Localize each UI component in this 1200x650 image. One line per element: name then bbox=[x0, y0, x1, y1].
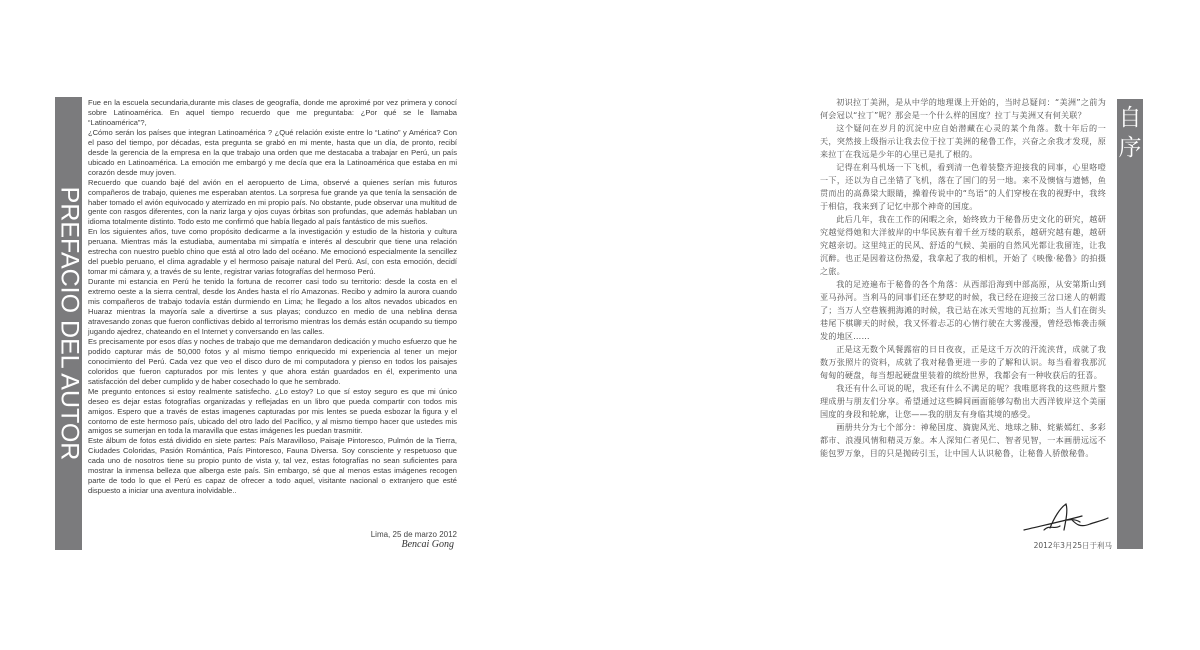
title-text: PREFACIO DEL AUTOR bbox=[55, 186, 83, 461]
paragraph: 我的足迹遍布于秘鲁的各个角落：从西部沿海到中部高原，从安第斯山到亚马孙河。当利马的同事们还在梦呓的时候，我已经在迎接三岔口迷人的朝霞了；当万人空巷簇拥海滩的时候，我已站在冰天雪地的瓦拉斯；当人们在街头巷尾下棋聊天的时候，我又怀着忐忑的心情行驶在大雾漫漫，曾经恐怖袭击频发的地区…… bbox=[820, 279, 1106, 341]
preface-body-zh bbox=[820, 96, 1106, 460]
paragraph: En los siguientes años, tuve como propósito dedicarme a la investigación y estudio de la historia y cultura peruana. Mientras más la estudiaba, aumentaba mi simpatía e interés al descubrir que tiene una relación estrecha con nuestro pueblo chino que está al otro lado del océano. Me emocionó especialmente la sencillez del pueblo peruano, el clima agradable y el hermoso paisaje natural del Perú. Así, con esta emoción, decidí tomar mi cámara y, a través de su lente, registrar varias fotografías del hermoso Perú. bbox=[88, 227, 457, 277]
paragraph: 这个疑问在岁月的沉淀中应自始潜藏在心灵的某个角落。数十年后的一天，突然接上级指示让我去位于拉丁美洲的秘鲁工作，兴奋之余我才发现，原来拉丁在我远是少年的心里已是扎了根的。 bbox=[820, 123, 1106, 159]
vertical-title-zh bbox=[1117, 103, 1143, 163]
date-line-zh: 2012年3月25日于利马 bbox=[1033, 541, 1112, 550]
paragraph: 此后几年，我在工作的闲暇之余，始终致力于秘鲁历史文化的研究，越研究越觉得她和大洋彼岸的中华民族有着千丝万缕的联系，越研究越有趣，越研究越亲切。这里纯正的民风、舒适的气候、美丽的自然风光都让我留连，让我沉醉。也正是因着这份热爱，我拿起了我的相机，开始了《映像·秘鲁》的拍摄之旅。 bbox=[820, 214, 1106, 276]
title-char: 自 bbox=[1118, 105, 1142, 131]
preface-body bbox=[88, 98, 457, 496]
paragraph: 正是这无数个风餐露宿的日日夜夜，正是这千万次的汗流浃背，成就了我数万张照片的资料，成就了我对秘鲁更进一步的了解和认识。每当看着我那沉甸甸的硬盘，每当想起硬盘里装着的缤纷世界，我都会有一种收获后的狂喜。 bbox=[820, 344, 1106, 380]
vertical-title bbox=[55, 97, 82, 550]
paragraph: Recuerdo que cuando bajé del avión en el aeropuerto de Lima, observé a quienes serían mis futuros compañeros de trabajo, quienes me esperaban atentos. La sorpresa fue grande ya que tenía la sensación de haber tomado el avión equivocado y aterrizado en mi propio país. No obstante, pude observar una multitud de gente con rasgos diferentes, con la nariz larga y ojos cuyas órbitas son profundas, que además hablaban un idioma totalmente distinto. Todo esto me confirmó que había llegado al país fantástico de mis sueños. bbox=[88, 177, 457, 227]
paragraph: Es precisamente por esos días y noches de trabajo que me demandaron dedicación y mucho esfuerzo que he podido capturar más de 50,000 fotos y al mismo tiempo enriquecido mi experiencia al tener un mejor conocimiento del Perú. Cada vez que veo el disco duro de mi computadora y pienso en todos los paisajes coloridos que fueron capturados por mis lentes y que ahora están guardados en él, experimento una satisfacción del deber cumplido y de haber cosechado lo que he sembrado. bbox=[88, 336, 457, 386]
title-side-bar bbox=[55, 97, 82, 550]
paragraph: 记得在利马机场一下飞机，看到清一色着装整齐迎接我的同事，心里咯噔一下，还以为自己坐错了飞机，落在了国门的另一地。来不及懊恼与遗憾，鱼贯而出的高鼻梁大眼睛，操着传说中的“鸟语”的人们穿梭在我的视野中，我终于相信，我来到了记忆中那个神奇的国度。 bbox=[820, 162, 1106, 211]
paragraph: Durante mi estancia en Perú he tenido la fortuna de recorrer casi todo su territorio: desde la costa en el extremo oeste a la sierra central, desde los Andes hasta el río Amazonas. Recibo y admiro la aurora cuando mis compañeros de trabajo todavía están durmiendo en Lima; he llegado a los altos nevados ubicados en Huaraz mientras la mayoría sale a divertirse a sus playas; conduzco en medio de una neblina densa atravesando zonas que fueron conflictivas debido al terrorismo mientras los demás están ocupando su tiempo jugando ajedrez, chateando en el Internet y conversando en las calles. bbox=[88, 277, 457, 336]
author-signature: Bencai Gong bbox=[401, 539, 454, 550]
paragraph: Me pregunto entonces si estoy realmente satisfecho. ¿Lo estoy? Lo que sí estoy seguro es que mi único deseo es dejar estas fotografías organizadas y reflejadas en un libro que pueda compartir con todos mis amigos. Espero que a través de estas imagenes capturadas por mis lentes se pueda esbozar la figura y el contorno de este hermoso país, ubicado del otro lado del Pacífico, y al mismo tiempo hacer que ustedes mis amigos se sumerjan en toda la maravilla que estas imágenes les puedan trasmitir. bbox=[88, 386, 457, 436]
paragraph: ¿Cómo serán los países que integran Latinoamérica ? ¿Qué relación existe entre lo “Latino” y América? Con el paso del tiempo, por décadas, esta pregunta se grabó en mi mente, hasta que un día, de pronto, recibí desde la gerencia de la empresa en la que trabajo una orden que me destacaba a trabajar en Perú, un país ubicado en Latinoamérica. La emoción me embargó y me decía que era la Latinoamérica que estaba en mi corazón desde muy joven. bbox=[88, 127, 457, 177]
date-line: Lima, 25 de marzo 2012 bbox=[370, 530, 457, 539]
paragraph: 我还有什么可说的呢，我还有什么不满足的呢？我唯愿将我的这些照片整理成册与朋友们分享。希望通过这些瞬间画面能够勾勒出大西洋彼岸这个美丽国度的身段和轮廓，让您——我的朋友有身临其境的感受。 bbox=[820, 383, 1106, 419]
paragraph: Este álbum de fotos está dividido en siete partes: País Maravilloso, Paisaje Pintoresco, Pulmón de la Tierra, Ciudades Coloridas, Pasión Romántica, País Pintoresco, Fauna Diversa. Soy consciente y respetuoso que cada uno de nosotros tiene su propio punto de vista y, tal vez, estas fotografías no sean suficientes para mostrar la inmensa belleza que alberga este país. Sin embargo, sé que al menos estas imágenes recogen parte de todo lo que el Perú es capaz de ofrecer a todo aquel, visitante nacional o extranjero que esté dispuesto a iniciar una aventura inolvidable.. bbox=[88, 436, 457, 496]
title-side-bar-zh bbox=[1117, 99, 1143, 549]
paragraph: Fue en la escuela secundaria,durante mis clases de geografía, donde me aproximé por vez primera y conocí sobre Latinoamérica. En aquel tiempo recuerdo que me preguntaba: ¿Por qué se le llamaba “Latinoamérica”?, bbox=[88, 98, 457, 127]
title-char: 序 bbox=[1118, 135, 1142, 161]
right-page-chinese bbox=[600, 0, 1200, 650]
signature-icon bbox=[1020, 500, 1110, 536]
paragraph: 初识拉丁美洲，是从中学的地理课上开始的，当时总疑问：“美洲”之前为何会冠以“拉丁”呢？那会是一个什么样的国度？拉丁与美洲又有何关联？ bbox=[820, 97, 1106, 120]
paragraph: 画册共分为七个部分：神秘国度、旖旎风光、地球之肺、姹紫嫣红、多彩都市、浪漫风情和精灵万象。本人深知仁者见仁、智者见智，一本画册远远不能包罗万象，目的只是抛砖引玉，让中国人认识秘鲁，让秘鲁人骄傲秘鲁。 bbox=[820, 422, 1106, 458]
